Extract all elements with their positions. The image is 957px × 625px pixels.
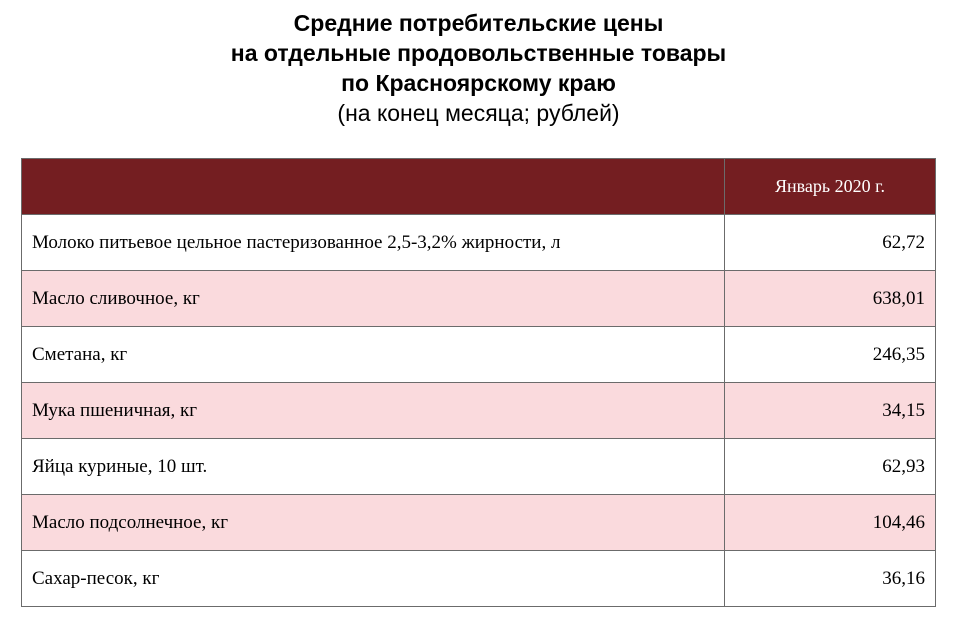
table-row — [22, 271, 936, 327]
table-row — [22, 215, 936, 271]
row-name: Масло подсолнечное, кг — [22, 495, 725, 551]
row-name: Масло сливочное, кг — [22, 271, 725, 327]
prices-table — [21, 158, 936, 607]
title-block — [0, 8, 957, 128]
title-line-1: Средние потребительские цены — [293, 10, 664, 36]
row-name: Молоко питьевое цельное пастеризованное 2,5-3,2% жирности, л — [22, 215, 725, 271]
table-row — [22, 439, 936, 495]
row-value: 104,46 — [725, 495, 936, 551]
header-name-cell — [22, 159, 725, 215]
table-row — [22, 383, 936, 439]
table-row — [22, 495, 936, 551]
title-line-2: на отдельные продовольственные товары — [230, 40, 727, 66]
row-name: Яйца куриные, 10 шт. — [22, 439, 725, 495]
table-row — [22, 327, 936, 383]
table-header — [22, 159, 936, 215]
row-name: Сахар-песок, кг — [22, 551, 725, 607]
row-value: 62,72 — [725, 215, 936, 271]
row-value: 638,01 — [725, 271, 936, 327]
title-line-3: по Красноярскому краю — [341, 70, 616, 96]
header-value-cell: Январь 2020 г. — [725, 159, 936, 215]
row-name: Сметана, кг — [22, 327, 725, 383]
table-row — [22, 551, 936, 607]
row-value: 36,16 — [725, 551, 936, 607]
row-value: 34,15 — [725, 383, 936, 439]
subtitle: (на конец месяца; рублей) — [337, 100, 620, 126]
table-body — [22, 215, 936, 607]
row-value: 246,35 — [725, 327, 936, 383]
header-row — [22, 159, 936, 215]
row-name: Мука пшеничная, кг — [22, 383, 725, 439]
row-value: 62,93 — [725, 439, 936, 495]
